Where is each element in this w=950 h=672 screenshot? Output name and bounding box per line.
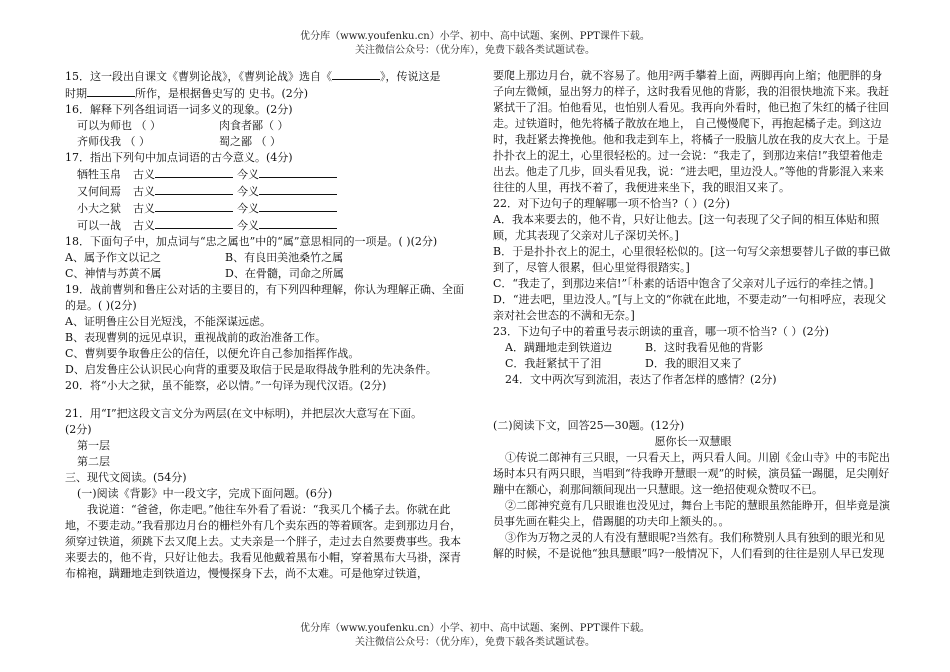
q17-row: 可以一战 古义 今义 (65, 217, 465, 234)
answer-blank[interactable] (259, 200, 337, 212)
q17-row: 小大之狱 古义 今义 (65, 200, 465, 217)
header-line-2: 关注微信公众号：（优分库），免费下载各类试题试卷。 (355, 45, 595, 56)
footer-line-2: 关注微信公众号：（优分库），免费下载各类试题试卷。 (355, 637, 595, 648)
q18-options-ab: A、属予作文以记之 B、有良田美池桑竹之属 (65, 251, 344, 264)
answer-blank[interactable] (155, 166, 233, 178)
footer-line-1: 优分库（www.youfenku.cn）小学、初中、高中试题、案例、PPT课件下载。 (300, 623, 650, 634)
q17-row: 牺牲玉帛 古义 今义 (65, 166, 465, 183)
header-line-1: 优分库（www.youfenku.cn）小学、初中、高中试题、案例、PPT课件下载。 (300, 31, 650, 42)
spacer (65, 394, 465, 406)
answer-blank[interactable] (155, 200, 233, 212)
q22-option-b: B．于是扑扑衣上的泥土，心里很轻松似的。[这一句写父亲想要替儿子做的事已做到了，尽管人很累，但心里觉得很踏实。] (493, 245, 891, 274)
q21-score: (2分) (65, 423, 92, 436)
q20: 20．将“小大之狱，虽不能察，必以情。”一句译为现代汉语。(2分) (65, 379, 387, 392)
q16: 16．解释下列各组词语一词多义的现象。(2分) (65, 103, 293, 116)
reading-1-passage-cont: 要爬上那边月台，就不容易了。他用²两手攀着上面，两脚再向上缩；他肥胖的身子向左微倾，显出努力的样子，这时我看见他的背影，我的泪很快地流下来。我赶紧拭干了泪。怕他看见，也怕别人看见。我再向外看时，他已抱了朱红的橘子往回走。过铁道时，他先将橘子散放在地上， 自己慢慢爬下，再抱起橘子走。到这边时，我赶紧去搀挽他。他和我走到车上，将橘子一股脑儿放在我的皮大衣上。于是扑扑衣上的泥土，心里很轻松的。过一会说：“我走了，到那边来信!”我望着他走出去。他走了几步，回头看见我，说：“进去吧，里边没人。”等他的背影混入来来往往的人里，再找不着了，我便进来坐下，我的眼泪又来了。 (493, 69, 889, 194)
answer-blank[interactable] (87, 85, 135, 97)
q16-row-2: 齐师伐我 （ ） 蜀之鄙 （ ） (77, 135, 281, 148)
q24: 24．文中两次写到流泪，表达了作者怎样的感情？(2分) (505, 373, 777, 386)
answer-blank[interactable] (155, 183, 233, 195)
answer-blank[interactable] (259, 166, 337, 178)
q16-row-1: 可以为师也 （ ） 肉食者鄙（ ） (77, 119, 289, 132)
answer-blank[interactable] (332, 68, 380, 80)
answer-blank[interactable] (259, 217, 337, 229)
page-footer (0, 622, 950, 650)
q22: 22．对下边句子的理解哪一项不恰当?（ ）(2分) (493, 197, 730, 210)
q19-option-c: C、曹刿要争取鲁庄公的信任，以便允许自己参加指挥作战。 (65, 347, 360, 360)
q22-option-d: D．“进去吧，里边没人。”[与上文的“你就在此地，不要走动”一句相呼应，表现父亲对社会世态的不满和无奈。] (493, 293, 887, 322)
q21: 21．用“I”把这段文言文分为两层(在文中标明)，并把层次大意写在下面。 (65, 407, 423, 420)
reading-2-para-1: ①传说二郎神有三只眼，一只看天上，两只看人间。川剧《金山寺》中的韦陀出场时本只有两只眼，当唱到“待我睁开慧眼一观”的时候，演员猛一踢腿，足尖刚好蹦中在额心，刹那间额间现出一只慧眼。这一绝招使观众赞叹不已。 (493, 451, 890, 496)
q23-options-ab: A．蹒跚地走到铁道边 B．这时我看见他的背影 (505, 341, 764, 354)
answer-blank[interactable] (259, 183, 337, 195)
layer-1: 第一层 (77, 439, 110, 452)
q15-cont: 时期 所作，是根据鲁史写的 史书。(2分) (65, 87, 309, 100)
reading-2-para-3: ③作为万物之灵的人有没有慧眼呢?当然有。我们称赞别人具有独到的眼光和见解的时候，不是说他“独具慧眼”吗?一般情况下，人们看到的往往是别人早已发现 (493, 531, 885, 560)
q18-options-cd: C、神情与苏黄不属 D、在骨髓，司命之所属 (65, 267, 344, 280)
q19-option-b: B、表现曹刿的远见卓识，重视战前的政治准备工作。 (65, 331, 327, 344)
spacer (493, 388, 893, 418)
q23: 23．下边句子中的着重号表示朗读的重音，哪一项不恰当?（ ）(2分) (493, 325, 829, 338)
q17: 17．指出下列句中加点词语的古今意义。(4分) (65, 151, 293, 164)
reading-2-title: 愿你长一双慧眼 (654, 435, 732, 448)
section-3-heading: 三、现代文阅读。(54分) (65, 471, 187, 484)
q15: 15．这一段出自课文《曹刿论战》，《曹刿论战》选自《 》，传说这是 (65, 70, 441, 83)
q19-option-a: A、证明鲁庄公目光短浅，不能深谋远虑。 (65, 315, 271, 328)
layer-2: 第二层 (77, 455, 110, 468)
reading-2-heading: (二)阅读下文，回答25—30题。(12分) (493, 419, 685, 432)
q18: 18．下面句子中，加点词与“忠之属也”中的“属”意思相同的一项是。( )(2分) (65, 235, 438, 248)
reading-1-passage: 我说道：“爸爸，你走吧。”他往车外看了看说：“我买几个橘子去。你就在此地，不要走动。”我看那边月台的栅栏外有几个卖东西的等着顾客。走到那边月台，须穿过铁道，须跳下去又爬上去。丈夫亲是一个胖子，走过去自然要费事些。我本来要去的，他不肯，只好让他去。我看见他戴着黑布小帽，穿着黑布大马褂，深青布棉袍，蹒跚地走到铁道边，慢慢探身下去，尚不太难。可是他穿过铁道， (65, 503, 462, 580)
page-header (0, 30, 950, 58)
q22-option-c: C．“我走了，到那边来信!”「朴素的话语中饱含了父亲对儿子远行的牵挂之情。] (493, 277, 874, 290)
right-column (493, 68, 893, 562)
reading-1-heading: (一)阅读《背影》中一段文字，完成下面问题。(6分) (77, 487, 333, 500)
q19: 19．战前曹刿和鲁庄公对话的主要目的，有下列四种理解，你认为理解正确、全面的是。( )(2分) (65, 283, 464, 312)
left-column (65, 68, 465, 582)
q23-options-cd: C．我赶紧拭干了泪 D．我的眼泪又来了 (505, 357, 742, 370)
q19-option-d: D、启发鲁庄公认识民心向背的重要及取信于民是取得战争胜利的先决条件。 (65, 363, 437, 376)
q17-row: 又何间焉 古义 今义 (65, 183, 465, 200)
reading-2-para-2: ②二郎神究竟有几只眼谁也没见过，舞台上韦陀的慧眼虽然能睁开，但毕竟是演员事先画在鞋尖上，借踢腿的功夫印上额头的。。 (493, 499, 890, 528)
answer-blank[interactable] (155, 217, 233, 229)
q17-rows (65, 166, 465, 234)
q22-option-a: A．我本来要去的，他不肯，只好让他去。[这一句表现了父子间的相互体贴和照顾，尤其表现了父亲对儿子深切关怀。] (493, 213, 880, 242)
